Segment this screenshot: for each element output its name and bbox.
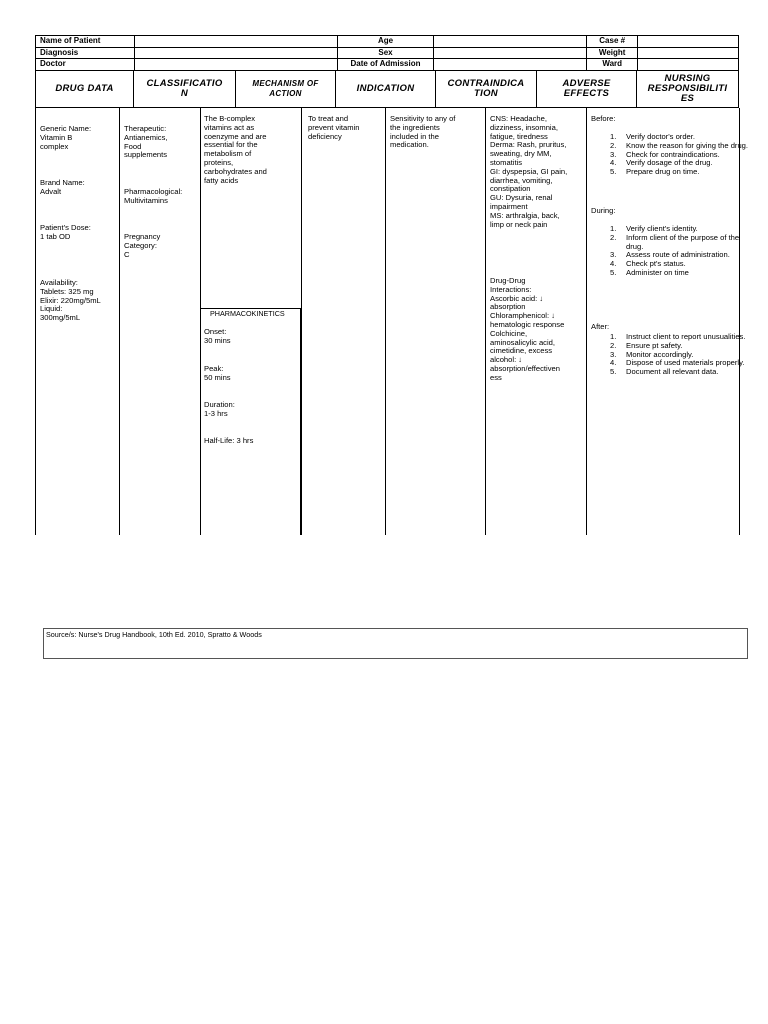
generic-name: Generic Name: Vitamin B complex <box>40 124 92 151</box>
indication-text: To treat and prevent vitamin deficiency <box>308 114 360 141</box>
diagnosis-label: Diagnosis <box>36 47 135 59</box>
patient-dose: Patient's Dose: 1 tab OD <box>40 223 91 241</box>
date-of-admission-label: Date of Admission <box>337 59 434 71</box>
ward-value <box>638 59 739 71</box>
diagnosis-value <box>134 47 337 59</box>
step-number: 4. <box>610 158 617 168</box>
step-number: 4. <box>610 358 617 368</box>
drug-interactions-text: Drug-Drug Interactions: Ascorbic acid: ↓ absorption Chloramphenicol: ↓ hematologic response Colchicine, aminosalicylic acid, cimetidine, excess alcohol: ↓ absorption/effectiven ess <box>490 276 565 382</box>
step-number: 1. <box>610 132 617 141</box>
step-number: 1. <box>610 224 617 233</box>
before-step <box>610 167 756 177</box>
header-classification-text: CLASSIFICATIO N <box>146 78 223 99</box>
sex-label: Sex <box>337 47 434 59</box>
case-label: Case # <box>587 36 638 48</box>
column-divider <box>119 108 120 535</box>
step-number: 2. <box>610 340 617 350</box>
during-step <box>610 267 756 278</box>
during-step <box>610 232 756 252</box>
date-of-admission-value <box>434 59 587 71</box>
step-number: 3. <box>610 149 617 159</box>
step-text: Verify doctor's order. <box>626 132 695 141</box>
step-number: 5. <box>610 367 617 377</box>
step-text: Administer on time <box>626 267 689 277</box>
header-drug-data <box>35 70 134 108</box>
header-indication-text: INDICATION <box>356 83 415 94</box>
weight-label: Weight <box>587 47 638 59</box>
doctor-value <box>134 59 337 71</box>
step-text: Instruct client to report unusualities. <box>626 332 746 341</box>
header-mechanism <box>235 70 336 108</box>
brand-name: Brand Name: Advalt <box>40 178 85 196</box>
step-number: 5. <box>610 267 617 277</box>
adverse-effects-text: CNS: Headache, dizziness, insomnia, fatigue, tiredness Derma: Rash, pruritus, sweating, dry MM, stomatitis GI: dyspepsia, GI pain, diarrhea, vomiting, constipation GU: Dysuria, renal impairment MS: arthralgia, back, limp or neck pain <box>490 114 568 229</box>
during-steps-list <box>604 225 756 278</box>
column-divider <box>586 108 587 535</box>
step-text: Assess route of administration. <box>626 250 730 260</box>
header-drug-data-text: DRUG DATA <box>55 83 114 94</box>
pharmacological-class: Pharmacological: Multivitamins <box>124 187 183 205</box>
name-of-patient-value <box>134 36 337 48</box>
step-text: Check pt's status. <box>626 259 686 269</box>
header-contraindication <box>435 70 537 108</box>
pharmacokinetics-title: PHARMACOKINETICS <box>210 309 285 318</box>
column-divider <box>485 108 486 535</box>
before-steps-list <box>604 133 756 177</box>
after-step <box>610 367 756 377</box>
during-label: During: <box>591 206 616 215</box>
step-text: Verify client's identity. <box>626 224 698 233</box>
source-box <box>43 628 748 659</box>
step-text: Monitor accordingly. <box>626 349 694 359</box>
step-text: Verify dosage of the drug. <box>626 158 713 168</box>
pregnancy-category: Pregnancy Category: C <box>124 232 161 259</box>
header-nursing-responsibilities <box>636 70 739 108</box>
availability: Availability: Tablets: 325 mg Elixir: 220mg/5mL Liquid: 300mg/5mL <box>40 278 101 323</box>
pk-onset: Onset: 30 mins <box>204 327 231 345</box>
mechanism-text: The B-complex vitamins act as coenzyme and are essential for the metabolism of proteins, carbohydrates and fatty acids <box>204 114 267 185</box>
contraindication-text: Sensitivity to any of the ingredients included in the medication. <box>390 114 456 150</box>
pk-peak: Peak: 50 mins <box>204 364 231 382</box>
weight-value <box>638 47 739 59</box>
step-text: Check for contraindications. <box>626 149 720 159</box>
ward-label: Ward <box>587 59 638 71</box>
header-contraindication-text: CONTRAINDICA TION <box>447 78 525 99</box>
column-divider <box>301 108 302 535</box>
after-steps-list <box>604 333 756 377</box>
sex-value <box>434 47 587 59</box>
step-number: 2. <box>610 232 617 242</box>
step-text: Prepare drug on time. <box>626 167 700 177</box>
case-value <box>638 36 739 48</box>
after-label: After: <box>591 322 610 331</box>
pk-half-life: Half-Life: 3 hrs <box>204 436 254 445</box>
before-label: Before: <box>591 114 616 123</box>
step-number: 3. <box>610 349 617 359</box>
step-text: Ensure pt safety. <box>626 340 683 350</box>
doctor-label: Doctor <box>36 59 135 71</box>
step-number: 5. <box>610 167 617 177</box>
header-indication <box>335 70 436 108</box>
header-nursing-responsibilities-text: NURSING RESPONSIBILITI ES <box>647 73 728 104</box>
column-divider <box>385 108 386 535</box>
step-text: Inform client of the purpose of the drug. <box>626 232 740 251</box>
step-text: Know the reason for giving the drug. <box>626 140 748 150</box>
header-mechanism-text: MECHANISM OF ACTION <box>252 79 319 98</box>
step-number: 2. <box>610 140 617 150</box>
therapeutic-class: Therapeutic: Antianemics, Food supplements <box>124 124 168 160</box>
age-value <box>434 36 587 48</box>
step-number: 3. <box>610 250 617 260</box>
step-number: 1. <box>610 332 617 341</box>
header-adverse-effects <box>536 70 637 108</box>
step-text: Dispose of used materials properly. <box>626 358 745 368</box>
column-divider <box>35 108 36 535</box>
name-of-patient-label: Name of Patient <box>36 36 135 48</box>
source-text: Source/s: Nurse's Drug Handbook, 10th Ed. 2010, Spratto & Woods <box>46 630 262 639</box>
step-number: 4. <box>610 259 617 269</box>
pk-duration: Duration: 1-3 hrs <box>204 400 235 418</box>
header-adverse-effects-text: ADVERSE EFFECTS <box>562 78 611 99</box>
header-classification <box>133 70 236 108</box>
age-label: Age <box>337 36 434 48</box>
patient-info-table <box>35 35 739 71</box>
step-text: Document all relevant data. <box>626 367 719 377</box>
